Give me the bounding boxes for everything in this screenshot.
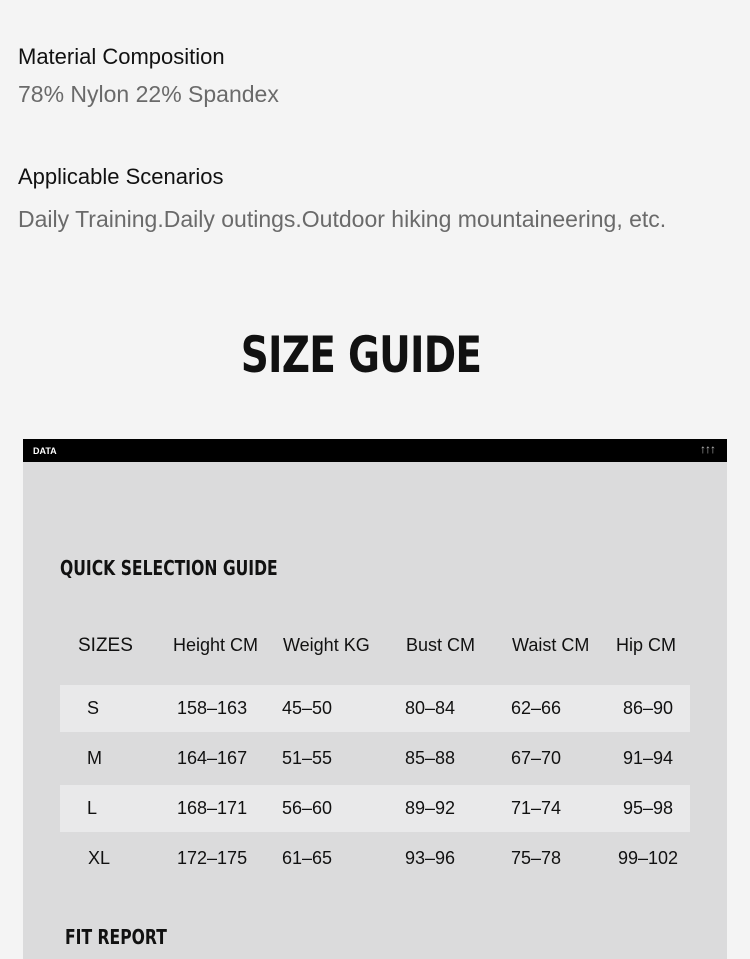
- up-arrows-icon: ↑↑↑: [700, 442, 715, 456]
- table-cell: 80–84: [405, 698, 456, 718]
- table-cell: 91–94: [623, 748, 674, 768]
- table-cell: 95–98: [623, 798, 674, 818]
- header-cell: Height CM: [173, 635, 259, 655]
- table-cell: 99–102: [618, 848, 679, 868]
- table-cell: 172–175: [177, 848, 248, 868]
- size-guide-title: SIZE GUIDE: [240, 326, 482, 384]
- table-cell: 61–65: [282, 848, 333, 868]
- table-cell: 62–66: [511, 698, 562, 718]
- table-cell: 75–78: [511, 848, 562, 868]
- panel-bar-label: DATA: [33, 446, 57, 456]
- table-cell: 89–92: [405, 798, 456, 818]
- material-value: 78% Nylon 22% Spandex: [18, 81, 279, 107]
- scenarios-label: Applicable Scenarios: [18, 164, 224, 189]
- table-cell: 67–70: [511, 748, 562, 768]
- material-label: Material Composition: [18, 44, 225, 69]
- table-cell: XL: [88, 848, 111, 868]
- header-cell: Hip CM: [616, 635, 677, 655]
- table-cell: 45–50: [282, 698, 333, 718]
- table-cell: 164–167: [177, 748, 248, 768]
- table-cell: 86–90: [623, 698, 674, 718]
- table-cell: 93–96: [405, 848, 456, 868]
- table-row: [60, 735, 690, 782]
- size-data-panel: [23, 439, 727, 959]
- table-cell: 51–55: [282, 748, 333, 768]
- table-cell: L: [87, 798, 98, 818]
- table-cell: 158–163: [177, 698, 248, 718]
- table-row: [60, 685, 690, 732]
- quick-selection-title: QUICK SELECTION GUIDE: [60, 556, 278, 580]
- table-cell: M: [87, 748, 102, 768]
- table-cell: 71–74: [511, 798, 562, 818]
- table-cell: S: [87, 698, 100, 718]
- size-table-header: [60, 622, 690, 669]
- header-cell: Waist CM: [512, 635, 590, 655]
- fit-report-title: FIT REPORT: [65, 925, 167, 949]
- table-row: [60, 835, 690, 882]
- table-cell: 56–60: [282, 798, 333, 818]
- header-cell: SIZES: [78, 635, 133, 656]
- table-cell: 85–88: [405, 748, 456, 768]
- table-cell: 168–171: [177, 798, 248, 818]
- header-cell: Bust CM: [406, 635, 476, 655]
- table-row: [60, 785, 690, 832]
- header-cell: Weight KG: [283, 635, 370, 655]
- scenarios-value: Daily Training.Daily outings.Outdoor hiking mountaineering, etc.: [18, 206, 667, 232]
- panel-header-bar: [23, 439, 727, 462]
